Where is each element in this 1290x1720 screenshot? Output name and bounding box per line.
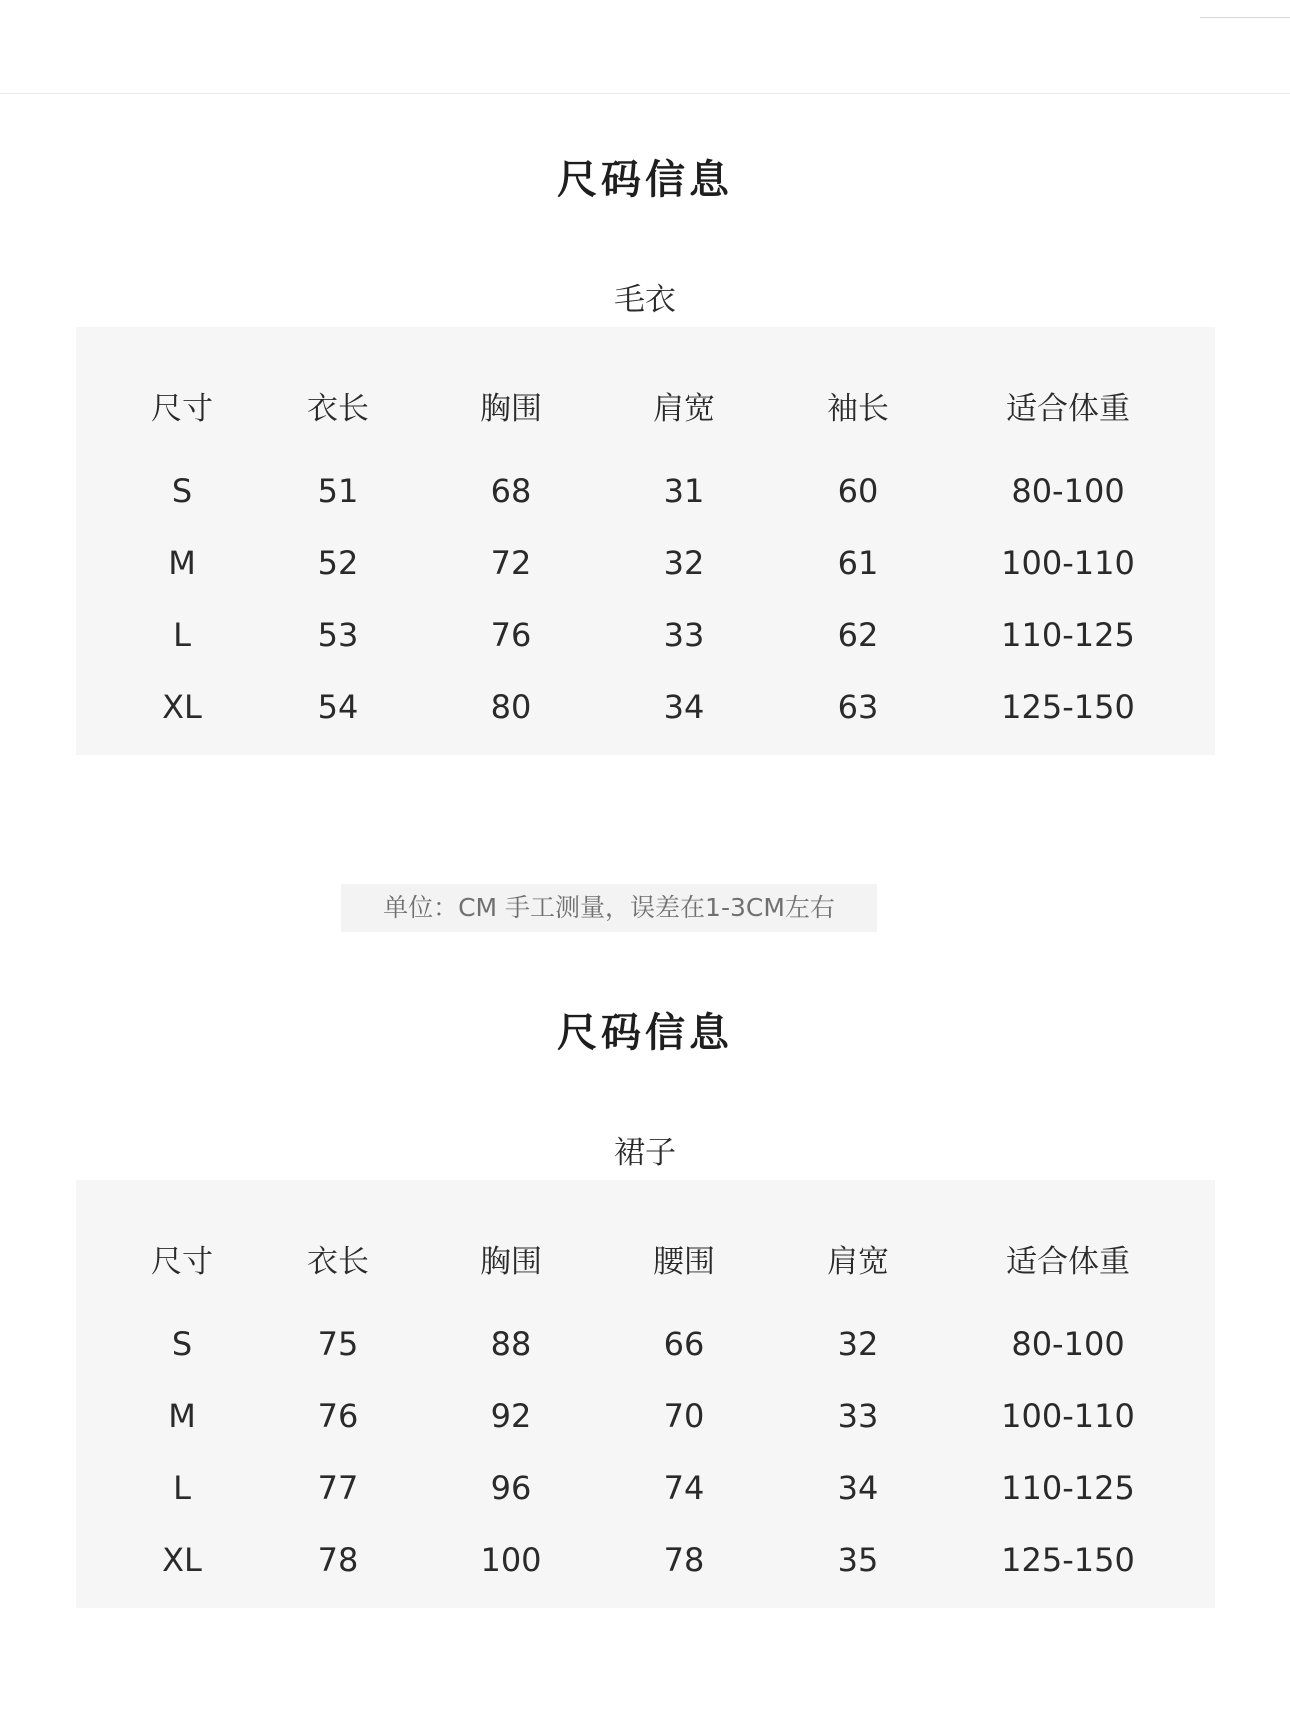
- column-header: 尺寸: [151, 1244, 213, 1280]
- table-cell: 70: [663, 1397, 705, 1435]
- table-cell: 63: [837, 688, 879, 726]
- table-cell: 32: [837, 1325, 879, 1363]
- column-header: 衣长: [307, 391, 369, 427]
- table-cell: 100-110: [1001, 1397, 1135, 1435]
- table-cell: 96: [490, 1469, 532, 1507]
- table-cell: 78: [317, 1541, 359, 1579]
- column-header: 适合体重: [1006, 391, 1130, 427]
- column-header: 肩宽: [653, 391, 715, 427]
- table-cell: 125-150: [1001, 1541, 1135, 1579]
- size-label-cell: L: [173, 1469, 191, 1507]
- size-label-cell: XL: [162, 688, 202, 726]
- table-cell: 33: [663, 616, 705, 654]
- column-header: 肩宽: [827, 1244, 889, 1280]
- table-cell: 77: [317, 1469, 359, 1507]
- table-cell: 78: [663, 1541, 705, 1579]
- table-cell: 110-125: [1001, 616, 1135, 654]
- table-cell: 68: [490, 472, 532, 510]
- table-cell: 76: [490, 616, 532, 654]
- column-header: 胸围: [480, 1244, 542, 1280]
- table-cell: 80: [490, 688, 532, 726]
- table-cell: 100-110: [1001, 544, 1135, 582]
- table-cell: 54: [317, 688, 359, 726]
- subtitle-skirt: 裙子: [614, 1135, 676, 1171]
- table-cell: 125-150: [1001, 688, 1135, 726]
- size-label-cell: L: [173, 616, 191, 654]
- table-cell: 52: [317, 544, 359, 582]
- table-cell: 88: [490, 1325, 532, 1363]
- table-cell: 51: [317, 472, 359, 510]
- column-header: 胸围: [480, 391, 542, 427]
- column-header: 袖长: [827, 391, 889, 427]
- corner-divider: [1200, 17, 1290, 18]
- table-cell: 80-100: [1011, 1325, 1125, 1363]
- size-table-sweater: [76, 327, 1215, 755]
- subtitle-sweater: 毛衣: [614, 282, 676, 318]
- measurement-note: 单位：CM 手工测量，误差在1-3CM左右: [341, 884, 877, 932]
- size-table-skirt: [76, 1180, 1215, 1608]
- table-cell: 75: [317, 1325, 359, 1363]
- table-cell: 72: [490, 544, 532, 582]
- table-cell: 33: [837, 1397, 879, 1435]
- table-cell: 34: [663, 688, 705, 726]
- size-label-cell: M: [168, 1397, 196, 1435]
- table-cell: 61: [837, 544, 879, 582]
- size-label-cell: S: [171, 472, 193, 510]
- table-cell: 92: [490, 1397, 532, 1435]
- column-header: 腰围: [653, 1244, 715, 1280]
- table-cell: 74: [663, 1469, 705, 1507]
- table-cell: 60: [837, 472, 879, 510]
- table-cell: 53: [317, 616, 359, 654]
- table-cell: 66: [663, 1325, 705, 1363]
- column-header: 衣长: [307, 1244, 369, 1280]
- table-cell: 100: [480, 1541, 542, 1579]
- section-title-skirt: 尺码信息: [557, 1010, 733, 1056]
- size-label-cell: S: [171, 1325, 193, 1363]
- size-label-cell: XL: [162, 1541, 202, 1579]
- top-divider: [0, 93, 1290, 94]
- size-label-cell: M: [168, 544, 196, 582]
- section-title-sweater: 尺码信息: [557, 157, 733, 203]
- table-cell: 35: [837, 1541, 879, 1579]
- table-cell: 34: [837, 1469, 879, 1507]
- table-cell: 110-125: [1001, 1469, 1135, 1507]
- column-header: 尺寸: [151, 391, 213, 427]
- table-cell: 31: [663, 472, 705, 510]
- table-cell: 62: [837, 616, 879, 654]
- column-header: 适合体重: [1006, 1244, 1130, 1280]
- table-cell: 76: [317, 1397, 359, 1435]
- table-cell: 80-100: [1011, 472, 1125, 510]
- table-cell: 32: [663, 544, 705, 582]
